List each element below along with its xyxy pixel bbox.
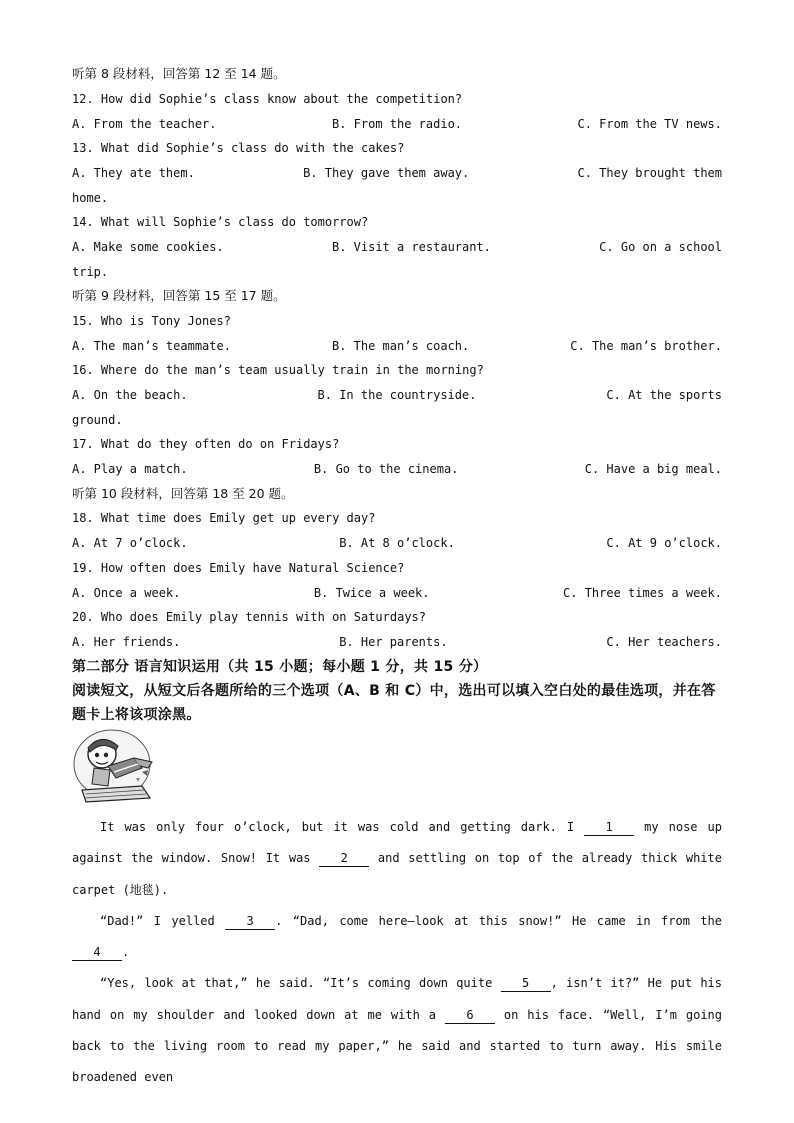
option-a: A. Play a match. [72, 462, 188, 476]
part-2-instruction: 阅读短文，从短文后各题所给的三个选项（A、B 和 C）中，选出可以填入空白处的最佳选项，并在答题卡上将该项涂黑。 [72, 683, 716, 723]
option-c: C. They brought them [577, 166, 722, 180]
option-b: B. The man’s coach. [331, 339, 470, 353]
option-a: A. The man’s teammate. [72, 339, 231, 353]
option-a: A. From the teacher. [72, 117, 217, 131]
option-b: B. From the radio. [331, 117, 463, 131]
option-a: A. They ate them. [72, 166, 195, 180]
blank-5: 5 [501, 975, 551, 992]
option-a: A. At 7 o’clock. [72, 536, 188, 550]
blank-2: 2 [319, 850, 369, 867]
question-15: 15. Who is Tony Jones? [72, 314, 231, 328]
option-b: B. Her parents. [339, 635, 448, 649]
blank-6: 6 [445, 1007, 495, 1024]
option-a: A. On the beach. [72, 388, 188, 402]
question-19-options [72, 583, 722, 603]
question-20-options [72, 632, 722, 652]
option-c: C. Her teachers. [606, 635, 722, 649]
option-a: A. Make some cookies. [72, 240, 224, 254]
passage-paragraph-3: “Yes, look at that,” he said. “It’s coming down quite 5 , isn’t it?” He put his hand on my shoulder and looked down at me with a 6 on his face. “Well, I’m going back to the living room to read my paper,” he said and started to turn away. His smile broadened even [72, 976, 722, 1085]
cloze-passage [72, 812, 722, 1094]
part-2-title: 第二部分 语言知识运用（共 15 小题；每小题 1 分，共 15 分） [72, 659, 488, 675]
option-c: C. The man’s brother. [570, 339, 722, 353]
option-a: A. Once a week. [72, 586, 181, 600]
option-c: C. Go on a school [599, 240, 722, 254]
option-c-continuation: ground. [72, 413, 123, 427]
option-b: B. In the countryside. [317, 388, 477, 402]
question-17: 17. What do they often do on Fridays? [72, 437, 340, 451]
question-18-options [72, 533, 722, 553]
blank-4: 4 [72, 944, 122, 961]
option-b: B. Twice a week. [313, 586, 430, 600]
option-c: C. At 9 o’clock. [606, 536, 722, 550]
question-13: 13. What did Sophie’s class do with the cakes? [72, 141, 405, 155]
option-b: B. At 8 o’clock. [339, 536, 455, 550]
option-b: B. They gave them away. [303, 166, 470, 180]
option-b: B. Visit a restaurant. [331, 240, 491, 254]
question-12: 12. How did Sophie’s class know about the competition? [72, 92, 463, 106]
blank-3: 3 [225, 913, 275, 930]
passage-paragraph-1: It was only four o’clock, but it was cold and getting dark. I 1 my nose up against the window. Snow! It was 2 and settling on top of the already thick white carpet (地毯). [72, 820, 722, 897]
option-c: C. At the sports [606, 388, 722, 402]
question-14: 14. What will Sophie’s class do tomorrow? [72, 215, 369, 229]
blank-1: 1 [584, 819, 634, 836]
question-19: 19. How often does Emily have Natural Science? [72, 561, 405, 575]
question-14-options [72, 237, 722, 257]
question-16-options [72, 385, 722, 405]
section-10-intro: 听第 10 段材料，回答第 18 至 20 题。 [72, 486, 294, 501]
option-c: C. Have a big meal. [584, 462, 722, 476]
section-8-intro: 听第 8 段材料，回答第 12 至 14 题。 [72, 66, 286, 81]
question-20: 20. Who does Emily play tennis with on Saturdays? [72, 610, 427, 624]
option-a: A. Her friends. [72, 635, 181, 649]
option-c: C. From the TV news. [577, 117, 722, 131]
option-c-continuation: trip. [72, 265, 109, 279]
passage-paragraph-2: “Dad!” I yelled 3 . “Dad, come here—look at this snow!” He came in from the 4 . [72, 906, 722, 969]
section-9-intro: 听第 9 段材料，回答第 15 至 17 题。 [72, 288, 286, 303]
question-17-options [72, 459, 722, 479]
cartoon-illustration [72, 728, 156, 804]
question-16: 16. Where do the man’s team usually train in the morning? [72, 363, 484, 377]
option-b: B. Go to the cinema. [313, 462, 459, 476]
question-18: 18. What time does Emily get up every day? [72, 511, 376, 525]
question-13-options [72, 163, 722, 183]
option-c: C. Three times a week. [563, 586, 722, 600]
question-15-options [72, 336, 722, 356]
question-12-options [72, 114, 722, 134]
option-c-continuation: home. [72, 191, 109, 205]
